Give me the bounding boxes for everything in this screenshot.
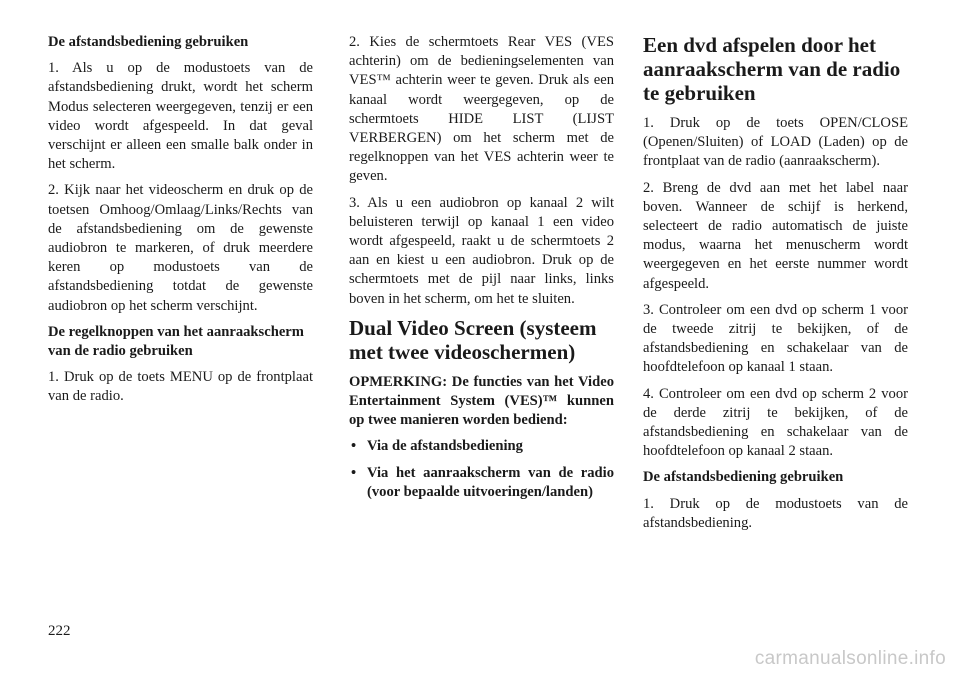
paragraph: 1. Druk op de toets MENU op de frontplaat van de radio. — [48, 369, 313, 405]
paragraph: 2. Kijk naar het videoscherm en druk op de toetsen Omhoog/Omlaag/Links/Rechts van de afstandsbediening om de gewenste audiobron te markeren, of druk meerdere keren op modustoets van de afstandsbediening totdat de gewenste audiobron op het scherm verschijnt. — [48, 182, 313, 314]
paragraph: 3. Controleer om een dvd op scherm 1 voor de tweede zitrij te bekijken, of de afstandsbediening en schakelaar van de hoofdtelefoon op kanaal 1 staan. — [643, 301, 908, 376]
bullet-icon: • — [351, 464, 357, 481]
list-item-text: Via de afstandsbediening — [367, 438, 523, 455]
subheading-touchscreen: De regelknoppen van het aanraakscherm van de radio gebruiken — [48, 323, 304, 360]
paragraph: 1. Druk op de modustoets van de afstandsbediening. — [643, 495, 908, 531]
column-right — [643, 33, 908, 540]
list-item — [349, 437, 614, 456]
paragraph: 2. Kies de schermtoets Rear VES (VES achterin) om de bedieningselementen van VES™ achterin weer te geven. Druk als een kanaal wordt weergegeven, op de schermtoets HIDE LIST (LIJST VERBERGEN) om het scherm met de regelknoppen van het VES achterin weer te geven. — [349, 34, 614, 185]
paragraph: 3. Als u een audiobron op kanaal 2 wilt beluisteren terwijl op kanaal 1 een video wordt afgespeeld, raakt u de schermtoets 2 aan en kiest u een audiobron. Druk op de schermtoets met de pijl naar links, links boven in het scherm, om het te sluiten. — [349, 194, 614, 307]
bullet-icon: • — [351, 438, 357, 455]
paragraph: 2. Breng de dvd aan met het label naar boven. Wanneer de schijf is herkend, selecteert de radio automatisch de juiste modus, waarna het menuscherm wordt weergegeven en het eerste nummer wordt afgespeeld. — [643, 179, 908, 292]
subheading-remote: De afstandsbediening gebruiken — [48, 34, 249, 50]
page-number: 222 — [48, 623, 71, 639]
paragraph: 1. Als u op de modustoets van de afstandsbediening drukt, wordt het scherm Modus selecteren weergegeven, tenzij er een video wordt afgespeeld. In dat geval verschijnt er alleen een smalle balk onder in het scherm. — [48, 60, 313, 173]
section-title-dual-video: Dual Video Screen (systeem met twee videoschermen) — [349, 315, 597, 364]
note: OPMERKING: De functies van het Video Entertainment System (VES)™ kunnen op twee manieren worden bediend: — [349, 373, 614, 429]
column-left — [48, 33, 313, 414]
list-item — [349, 464, 614, 502]
watermark: carmanualsonline.info — [754, 648, 946, 669]
paragraph: 1. Druk op de toets OPEN/CLOSE (Openen/Sluiten) of LOAD (Laden) op de frontplaat van de radio (aanraakscherm). — [643, 115, 908, 170]
section-title-dvd: Een dvd afspelen door het aanraakscherm van de radio te gebruiken — [643, 33, 901, 105]
list-item-text: Via het aanraakscherm van de radio (voor bepaalde uitvoeringen/landen) — [367, 464, 614, 500]
subheading-remote: De afstandsbediening gebruiken — [643, 469, 844, 486]
paragraph: 4. Controleer om een dvd op scherm 2 voor de derde zitrij te bekijken, of de afstandsbediening en schakelaar van de hoofdtelefoon op kanaal 2 staan. — [643, 385, 908, 460]
bullet-list — [349, 437, 614, 502]
column-middle — [349, 33, 614, 509]
